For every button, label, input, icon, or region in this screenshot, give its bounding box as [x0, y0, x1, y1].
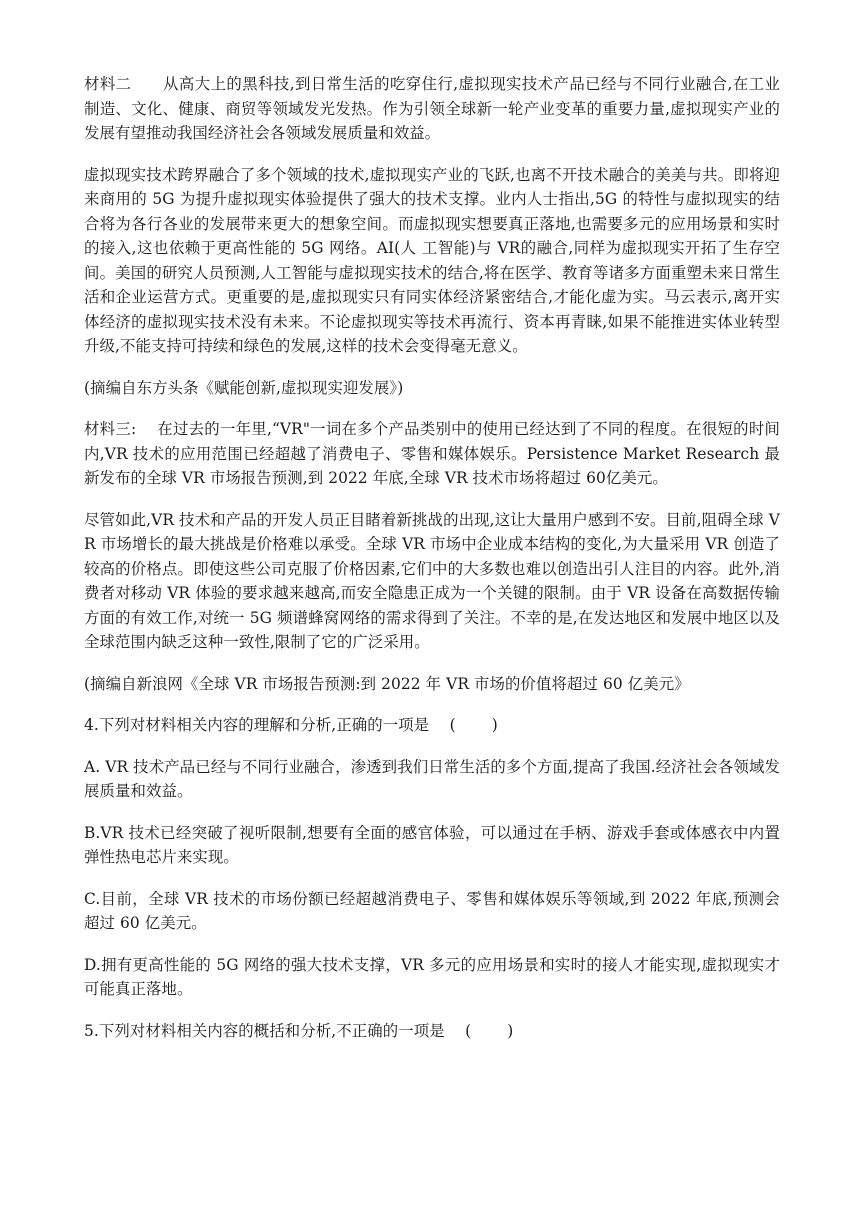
question-4-option-a: A. VR 技术产品已经与不同行业融合，渗透到我们日常生活的多个方面,提高了我国.经济社会各领域发展质量和效益。 — [84, 757, 780, 800]
material3-paragraph-2: 尽管如此,VR 技术和产品的开发人员正目睹着新挑战的出现,这让大量用户感到不安。目前,阻碍全球 VR 市场增长的最大挑战是价格难以承受。全球 VR 市场中企业成本结构的变化,为大量采用 VR 创造了较高的价格点。即使这些公司克服了价格因素,它们中的大多数也难以创造出引人注目的内容。此外,消费者对移动 VR 体验的要求越来越高,而安全隐患正成为一个关键的限制。由于 VR 设备在高数据传输方面的有效工作,对统一 5G 频谱蜂窝网络的需求得到了关注。不幸的是,在发达地区和发展中地区以及全球范围内缺乏这种一致性,限制了它的广泛采用。 — [84, 510, 780, 651]
material3-source: (摘编自新浪网《全球 VR 市场报告预测:到 2022 年 VR 市场的价值将超过 60 亿美元》 — [84, 674, 690, 693]
question-4-option-d: D.拥有更高性能的 5G 网络的强大技术支撑，VR 多元的应用场景和实时的接人才能实现,虚拟现实才可能真正落地。 — [84, 955, 780, 998]
question-5-stem: 5.下列对材料相关内容的概括和分析,不正确的一项是 ( ) — [84, 1021, 514, 1040]
document-page — [84, 72, 780, 1060]
question-4-option-c: C.目前，全球 VR 技术的市场份额已经超越消费电子、零售和媒体娱乐等领域,到 2022 年底,预测会超过 60 亿美元。 — [84, 889, 780, 932]
material2-source: (摘编自东方头条《赋能创新,虚拟现实迎发展》) — [84, 378, 404, 397]
question-4-option-b: B.VR 技术已经突破了视听限制,想要有全面的感官体验，可以通过在手柄、游戏手套或体感衣中内置弹性热电芯片来实现。 — [84, 823, 780, 866]
material3-paragraph-1: 材料三: 在过去的一年里,“VR"一词在多个产品类别中的使用已经达到了不同的程度。在很短的时间内,VR 技术的应用范围已经超越了消费电子、零售和媒体娱乐。Persistence Market Research 最新发布的全球 VR 市场报告预测,到 2022 年底,全球 VR 技术市场将超过 60亿美元。 — [84, 420, 780, 487]
question-4-stem: 4.下列对材料相关内容的理解和分析,正确的一项是 ( ) — [84, 716, 498, 734]
material2-paragraph-1: 材料二 从高大上的黑科技,到日常生活的吃穿住行,虚拟现实技术产品已经与不同行业融合,在工业制造、文化、健康、商贸等领域发光发热。作为引领全球新一轮产业变革的重要力量,虚拟现实产业的发展有望推动我国经济社会各领域发展质量和效益。 — [84, 75, 780, 142]
material2-paragraph-2: 虚拟现实技术跨界融合了多个领域的技术,虚拟现实产业的飞跃,也离不开技术融合的美美与共。即将迎来商用的 5G 为提升虚拟现实体验提供了强大的技术支撑。业内人士指出,5G 的特性与虚拟现实的结合将为各行各业的发展带来更大的想象空间。而虚拟现实想要真正落地,也需要多元的应用场景和实时的接入,这也依赖于更高性能的 5G 网络。AI(人 工智能)与 VR的融合,同样为虚拟现实开拓了生存空间。美国的研究人员预测,人工智能与虚拟现实技术的结合,将在医学、教育等诸多方面重塑未来日常生活和企业运营方式。更重要的是,虚拟现实只有同实体经济紧密结合,才能化虚为实。马云表示,离开实体经济的虚拟现实技术没有未来。不论虚拟现实等技术再流行、资本再青睐,如果不能推进实体业转型升级,不能支持可持续和绿色的发展,这样的技术会变得毫无意义。 — [84, 165, 780, 355]
